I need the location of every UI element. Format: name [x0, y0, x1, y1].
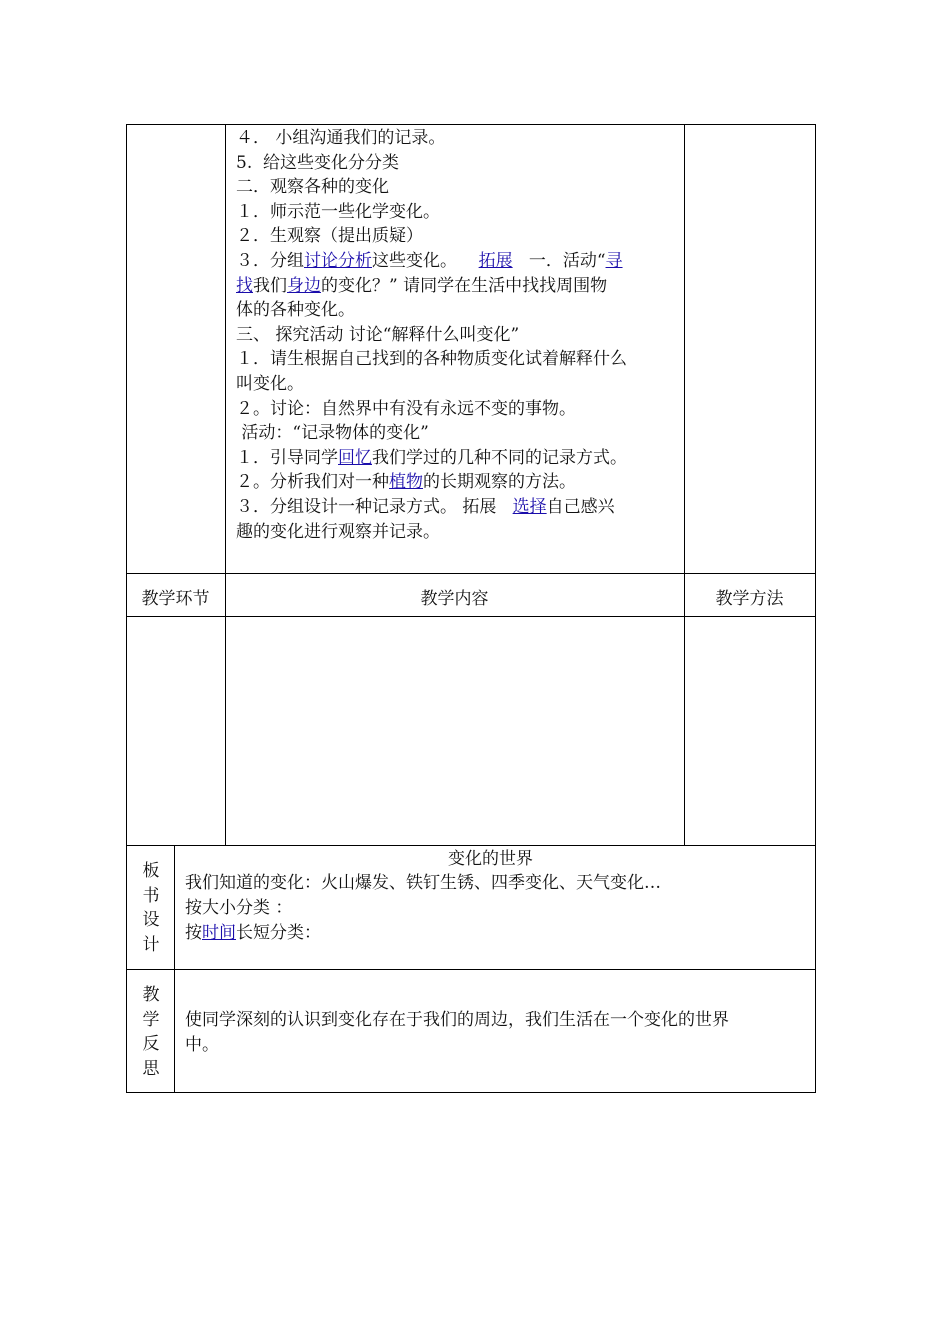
reflection-text-line1: 使同学深刻的认识到变化存在于我们的周边，我们生活在一个变化的世界: [185, 1010, 729, 1030]
lesson-line: [236, 224, 680, 249]
reflection-text-line2: 中。: [185, 1035, 219, 1055]
line-text: ４． 小组沟通我们的记录。: [236, 128, 446, 148]
inline-link[interactable]: 植物: [389, 472, 423, 493]
lesson-line: [236, 347, 680, 372]
line-text: 活动：“记录物体的变化”: [236, 423, 429, 444]
inline-link[interactable]: 拓展: [478, 250, 513, 271]
line-text: 这些变化。: [372, 250, 479, 271]
row-divider-2: [126, 616, 816, 617]
table-border-bottom: [126, 1092, 816, 1093]
line-text: ３．分组: [236, 250, 304, 271]
link-time[interactable]: 时间: [202, 923, 236, 943]
inline-link[interactable]: 身边: [287, 275, 321, 296]
lesson-line: [236, 249, 680, 274]
lesson-line: [236, 151, 680, 176]
lesson-line: [236, 470, 680, 495]
line-text: 自己感兴: [546, 496, 615, 517]
line-text: 5. 给这些变化分分类: [236, 152, 400, 173]
lesson-line: [236, 323, 680, 348]
line-text: ２。分析我们对一种: [236, 472, 389, 493]
header-teaching-method: 教学方法: [715, 589, 784, 609]
board-line-known-changes: 我们知道的变化：火山爆发、铁钉生锈、四季变化、天气变化…: [185, 873, 661, 893]
lesson-line: [236, 421, 680, 446]
lesson-line: [236, 274, 680, 299]
inline-link[interactable]: 讨论分析: [304, 250, 372, 271]
row-divider-4: [126, 969, 816, 970]
line-text: 趣的变化进行观察并记录。: [236, 521, 440, 542]
row-divider-1: [126, 573, 816, 574]
lesson-steps: [236, 126, 680, 544]
line-text: １．引导同学: [236, 447, 338, 468]
inline-link[interactable]: 寻: [605, 250, 623, 271]
inline-link[interactable]: 回忆: [338, 447, 372, 468]
inline-link[interactable]: 选择: [512, 496, 547, 517]
line-text: ３．分组设计一种记录方式。 拓展: [236, 496, 513, 517]
line-text: 一．活动“: [512, 250, 606, 271]
board-title: 变化的世界: [448, 849, 533, 869]
line-text: 体的各种变化。: [236, 300, 355, 321]
table-border-right: [815, 124, 816, 1093]
lesson-line: [236, 495, 680, 520]
lesson-line: [236, 298, 680, 323]
lesson-line: [236, 397, 680, 422]
board-line-time-classify: 按时间长短分类：: [185, 923, 321, 943]
col-divider-label: [174, 845, 175, 1093]
lesson-line: [236, 200, 680, 225]
line-text: １．请生根据自己找到的各种物质变化试着解释什么: [236, 349, 627, 370]
line-text: 二．观察各种的变化: [236, 177, 389, 198]
table-border-top: [126, 124, 816, 125]
col-divider-1: [225, 124, 226, 846]
reflection-label: 教 学 反 思: [142, 985, 160, 1079]
lesson-line: [236, 126, 680, 151]
header-teaching-stage: 教学环节: [141, 589, 210, 609]
line-text: １．师示范一些化学变化。: [236, 201, 440, 222]
line-text: 的长期观察的方法。: [423, 472, 576, 493]
line-text: 三、 探究活动 讨论“解释什么叫变化”: [236, 324, 520, 345]
line-text: 我们学过的几种不同的记录方式。: [372, 447, 627, 468]
line-text: 的变化？” 请同学在生活中找找周围物: [321, 275, 608, 296]
inline-link[interactable]: 找: [236, 275, 253, 296]
line-text: ２。讨论：自然界中有没有永远不变的事物。: [236, 398, 576, 419]
lesson-line: [236, 446, 680, 471]
lesson-line: [236, 520, 680, 545]
lesson-line: [236, 372, 680, 397]
line-text: 叫变化。: [236, 373, 304, 394]
line-text: ２．生观察（提出质疑）: [236, 226, 423, 247]
lesson-line: [236, 175, 680, 200]
board-design-label: 板 书 设 计: [142, 861, 160, 955]
board-line-size-classify: 按大小分类 ：: [185, 898, 293, 918]
line-text: 我们: [253, 275, 287, 296]
header-teaching-content: 教学内容: [420, 589, 489, 609]
row-divider-3: [126, 845, 816, 846]
col-divider-2: [684, 124, 685, 846]
